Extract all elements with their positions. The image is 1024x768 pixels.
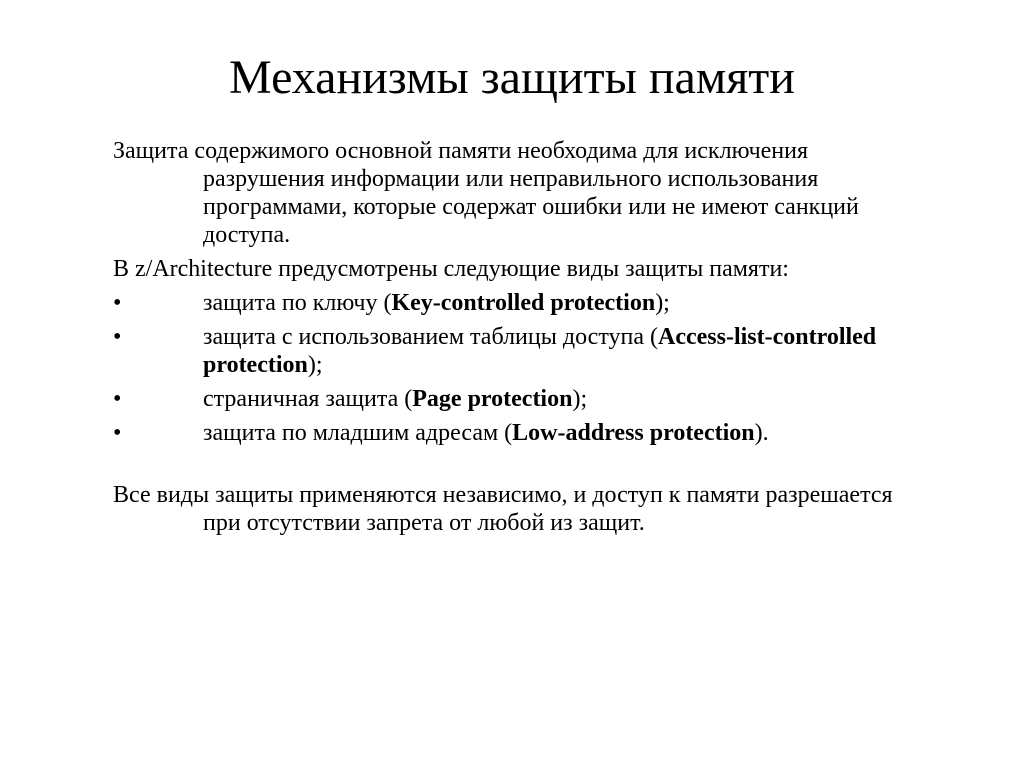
slide-title: Механизмы защиты памяти xyxy=(229,51,795,104)
bullet-term: Page protection xyxy=(412,386,573,412)
bullet-item-key xyxy=(113,289,933,317)
bullet-item-page xyxy=(113,385,933,413)
bullet-text: защита по младшим адресам ( xyxy=(203,420,513,446)
bullet-end: ); xyxy=(572,386,588,412)
bullet-item-low-address xyxy=(113,419,933,447)
bullet-icon: • xyxy=(113,324,122,350)
conclusion-paragraph: Все виды защиты применяются независимо, и доступ к памяти разрешается при отсутствии запрета от любой из защит. xyxy=(113,482,893,536)
bullet-term: Low-address protection xyxy=(512,420,755,446)
slide-content xyxy=(113,137,933,543)
bullet-text: защита по ключу ( xyxy=(203,290,392,316)
spacer xyxy=(113,453,933,481)
bullet-term: Access-list-controlled protection xyxy=(203,324,877,378)
bullet-icon: • xyxy=(113,420,122,446)
bullet-icon: • xyxy=(113,386,122,412)
bullet-end: ). xyxy=(754,420,769,446)
bullet-text: страничная защита ( xyxy=(203,386,413,412)
bullet-icon: • xyxy=(113,290,122,316)
bullet-end: ); xyxy=(655,290,670,316)
intro-paragraph: Защита содержимого основной памяти необходима для исключения разрушения информации или неправильного использования программами, которые содержат ошибки или не имеют санкций доступа. xyxy=(113,138,859,248)
lead-paragraph: В z/Architecture предусмотрены следующие виды защиты памяти: xyxy=(113,256,789,282)
bullet-text: защита с использованием таблицы доступа ( xyxy=(203,324,658,350)
bullet-term: Key-controlled protection xyxy=(391,290,656,316)
bullet-end: ); xyxy=(307,352,323,378)
bullet-item-access-list xyxy=(113,323,933,379)
